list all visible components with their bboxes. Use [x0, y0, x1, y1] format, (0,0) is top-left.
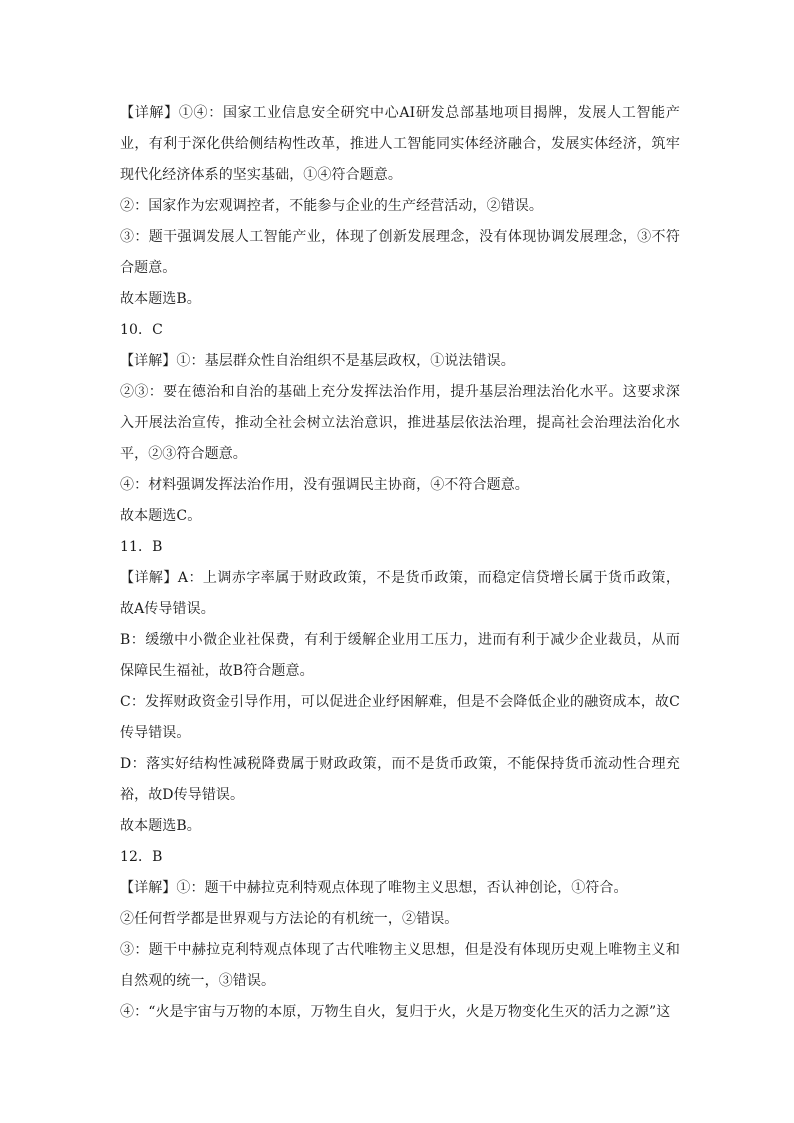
- paragraph: B：缓缴中小微企业社保费，有利于缓解企业用工压力，进而有利于减少企业裁员，从而保障民生福祉，故B符合题意。: [120, 632, 680, 679]
- answer-explanations: [120, 98, 680, 1028]
- paragraph: ④：材料强调发挥法治作用，没有强调民主协商，④不符合题意。: [120, 477, 529, 493]
- paragraph: D：落实好结构性减税降费属于财政政策，而不是货币政策，不能保持货币流动性合理充裕，故D传导错误。: [120, 756, 680, 803]
- paragraph: 【详解】①：题干中赫拉克利特观点体现了唯物主义思想，否认神创论，①符合。: [120, 880, 628, 896]
- paragraph: ②：国家作为宏观调控者，不能参与企业的生产经营活动，②错误。: [120, 198, 543, 214]
- paragraph: ③：题干中赫拉克利特观点体现了古代唯物主义思想，但是没有体现历史观上唯物主义和自然观的统一，③错误。: [120, 942, 680, 989]
- paragraph: C：发挥财政资金引导作用，可以促进企业纾困解难，但是不会降低企业的融资成本，故C传导错误。: [120, 694, 680, 741]
- question-answer: 11．B: [120, 539, 163, 555]
- paragraph: ③：题干强调发展人工智能产业，体现了创新发展理念，没有体现协调发展理念，③不符合题意。: [120, 229, 680, 276]
- paragraph: ②③：要在德治和自治的基础上充分发挥法治作用，提升基层治理法治化水平。这要求深入开展法治宣传，推动全社会树立法治意识，推进基层依法治理，提高社会治理法治化水平，②③符合题意。: [120, 384, 680, 462]
- paragraph: 【详解】A：上调赤字率属于财政政策，不是货币政策，而稳定信贷增长属于货币政策，故A传导错误。: [120, 570, 680, 617]
- paragraph: 故本题选C。: [120, 508, 202, 524]
- paragraph: 【详解】①④：国家工业信息安全研究中心AI研发总部基地项目揭牌，发展人工智能产业，有利于深化供给侧结构性改革，推进人工智能同实体经济融合，发展实体经济，筑牢现代化经济体系的坚实基础，①④符合题意。: [120, 105, 680, 183]
- question-answer: 12．B: [120, 849, 163, 865]
- paragraph: 【详解】①：基层群众性自治组织不是基层政权，①说法错误。: [120, 353, 515, 369]
- paragraph: ②任何哲学都是世界观与方法论的有机统一，②错误。: [120, 911, 459, 927]
- paragraph: 故本题选B。: [120, 818, 201, 834]
- paragraph: 故本题选B。: [120, 291, 201, 307]
- question-answer: 10．C: [120, 322, 163, 338]
- paragraph: ④：“火是宇宙与万物的本原，万物生自火，复归于火，火是万物变化生灭的活力之源”这: [120, 1004, 671, 1020]
